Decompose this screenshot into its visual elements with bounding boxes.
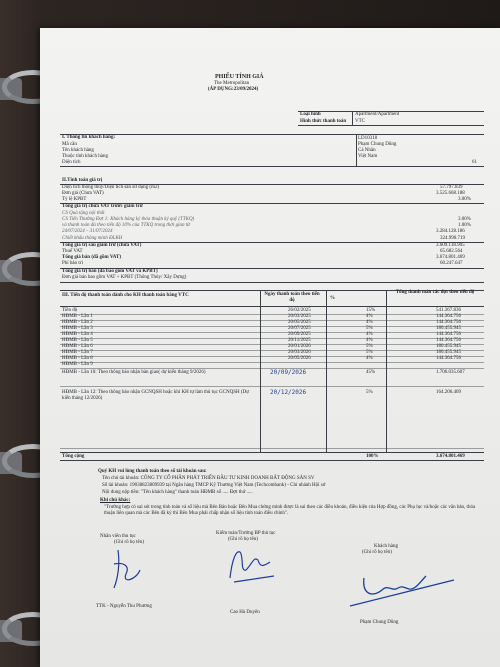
scheme-label: Chiết khấu thông minh ĐLKH [62,236,123,241]
row-divider [60,386,484,387]
amount-cell: 144.364.756 [436,338,461,343]
notes-text: "Trường hợp có sai sót trong tính toán và số liệu mà Bên Bán hoặc Bên Mua chứng minh được là sai theo các điều khoản, điều kiện của Hợp đồng, các Phụ lục và/hoặc các văn bản, thỏa thuận liên quan mà các Bên đã ký thì Bên Mua phải chấp nhận số liệu tính toán điều chỉnh". [104,505,476,516]
bank-transfer-content: Nội dung nộp tiền: "Tên khách hàng" thanh toán HĐMB số ..... Đợt thứ ..... [102,490,253,495]
grand-total-note: Đơn giá bán bao gồm VAT + KPBT (Thông Thủy/ Xây Dựng) [62,275,187,280]
percent-cell: 5% [366,350,373,355]
vat-value: 65.682.564 [440,249,463,254]
bank-heading: Quý KH vui lòng thanh toán theo số tài khoản sau: [98,469,207,474]
label-cell: HĐMB - Lần 4 [62,332,93,337]
sig1-sub: (Ghi rõ họ tên) [114,540,144,545]
notes-heading: Khi chú khác: [100,498,131,503]
col-amount: Tổng thanh toán các đợt theo tiến độ [395,290,475,295]
customer-name-label: Tên khách hàng [62,148,94,153]
label-cell: HĐMB - Lần 1 [62,314,93,319]
sig3-sub: (Ghi rõ họ tên) [362,550,392,555]
percent-cell: 4% [366,332,373,337]
row-divider [60,350,484,351]
col-due-date: Ngày thanh toán theo tiến độ [264,292,320,303]
percent-cell: 4% [366,356,373,361]
date-cell: 20/12/2026 [270,389,307,396]
amount-cell: 144.364.756 [436,356,461,361]
date-cell: 20/03/2026 [288,350,311,355]
row-divider [60,356,484,357]
label-cell: HĐMB - Lần 8 [62,356,93,361]
label-cell: HĐMB - Lần 6 [62,344,93,349]
date-cell: 20/05/2026 [288,356,311,361]
sig2-title: Kiểm toán/Trưởng BP thủ tục [216,531,276,536]
date-cell: 20/01/2026 [288,344,311,349]
customer-floor-label: Diện tích [62,160,81,165]
percent-cell: 5% [366,326,373,331]
row-divider [60,326,484,327]
signature-1 [106,544,146,594]
label-cell: HĐMB - Lần 7 [62,350,93,355]
customer-floor-value: 61 [472,160,477,165]
date-cell: 20/07/2025 [288,326,311,331]
bank-account-number: Số tài khoản: 19038823809939 tại Ngân hàng TMCP Kỹ Thương Việt Nam (Techcombank) - Chi nhánh Hội sở [102,483,326,488]
discount-rate-2: 1.00% [458,223,471,228]
total-row-label: Tổng cộng [62,454,85,459]
unit-price-value: 3.525.668.188 [436,191,465,196]
customer-type-value: Cá Nhân [358,148,376,153]
row-divider [60,448,484,449]
row-divider [60,344,484,345]
amount-cell: 144.364.756 [436,332,461,337]
sig1-name: TTK - Nguyễn Thu Phương [96,604,152,609]
total-row-amount: 3.674.801.469 [436,454,465,459]
sig1-title: Nhân viên thu tục [100,534,136,539]
total-row-percent: 100% [366,454,379,459]
col-percent: % [330,296,335,301]
amount-cell: 164.206.409 [436,390,461,395]
label-cell: Tiền độ [62,308,78,313]
date-cell: 20/09/2026 [270,369,307,376]
date-cell: 20/03/2025 [288,314,311,319]
amount-cell: 144.364.756 [436,314,461,319]
vat-label: Thuế VAT [62,249,83,254]
date-cell: 20/09/2025 [288,332,311,337]
label-cell: HĐMB - Lần 5 [62,338,93,343]
amount-cell: 180.455.945 [436,326,461,331]
customer-name-value: Phạm Chung Dũng [358,142,397,147]
row-divider [60,332,484,333]
project-name: The Metropolitan [214,81,250,86]
percent-cell: 4% [366,338,373,343]
total-incl-vat-label: Tổng giá bán (đã gồm VAT) [62,255,122,260]
apply-date: (ÁP DỤNG:23/09/2024) [208,87,259,92]
percent-cell: 4% [366,320,373,325]
product-type-label: Loại hình [300,112,321,117]
percent-cell: 15% [366,308,376,313]
row-divider [60,320,484,321]
value-section-heading: II.Tính toán giá trị [62,178,103,183]
customer-nationality-value: Việt Nam [358,154,378,159]
total-after-discount-value: 3.609.118.905 [436,243,465,248]
customer-code-value: LD10318 [358,136,378,141]
discount-period: 24/07/2024 – 31/07/2024 [62,229,113,234]
label-cell: HĐMB - Lần 2 [62,320,93,325]
label-cell: HĐMB - Lần 9 [62,362,93,367]
label-cell: HĐMB - Lần 3 [62,326,93,331]
payment-form-value: VTC [355,119,365,124]
maintenance-fee-label: Phí bảo trì [62,261,83,266]
sig2-sub: (Ghi rõ họ tên) [228,537,258,542]
total-before-vat-label: Tổng giá trị chưa VAT trước giảm trừ [62,204,143,209]
payment-form-label: Hình thức thanh toán [300,119,347,124]
percent-cell: 5% [366,344,373,349]
total-after-discount-label: Tổng giá trị sau giảm trừ (chưa VAT) [62,243,142,248]
signature-2 [224,542,280,588]
discount-rate-1: 3.00% [458,217,471,222]
amount-cell: 1.706.035.607 [436,370,465,375]
kpbt-rate-value: 3.00% [458,197,471,202]
sig2-name: Cao Hà Duyên [230,610,260,615]
discount-program-label: CS Quà tặng nội thất [62,211,105,216]
schedule-heading: III. Tiến độ thanh toán dành cho KH thanh toán bằng VTC [62,293,189,298]
bank-account-holder: Tên chủ tài khoản: CÔNG TY CỔ PHẦN PHÁT TRIỂN ĐẦU TƯ KINH DOANH BẤT ĐỘNG SẢN SV [102,476,315,481]
sig3-name: Phạm Chung Dũng [360,620,399,625]
signature-3 [342,558,462,614]
date-cell: 20/05/2025 [288,320,311,325]
product-type-value: Apartment/Apartment [355,112,400,117]
row-divider [60,314,484,315]
discount-desc-line1: CS Tiến Thưởng Đợt 1: Khách hàng ký thỏa thuận ký quỹ (TTKQ) [62,217,195,222]
area-value: 57.797.839 [440,185,463,190]
label-cell: HĐMB - Lần 10: Theo thông báo nhận bàn giao( dự kiến tháng 9/2026) [62,370,206,375]
date-cell: 20/11/2025 [288,338,311,343]
date-cell: 26/02/2025 [288,308,311,313]
maintenance-fee-value: 60.247.647 [440,261,463,266]
price-after-discount: 3.284.128.186 [436,229,465,234]
doc-title: PHIẾU TÍNH GIÁ [215,74,264,80]
amount-cell: 180.455.945 [436,344,461,349]
percent-cell: 5% [366,390,373,395]
row-divider [60,362,484,363]
unit-price-label: Đơn giá (Chưa VAT) [62,191,104,196]
discount-desc-line2: và thanh toán đủ theo tiến độ 10% của TTKQ trong thời gian từ [62,223,190,228]
customer-section-heading: I. Thông tin khách hàng: [62,135,116,140]
percent-cell: 4% [366,314,373,319]
row-divider [60,338,484,339]
amount-cell: 144.364.756 [436,320,461,325]
discount-amount: 324.990.719 [440,236,465,241]
sig3-title: Khách hàng [374,544,399,549]
label-cell: HĐMB - Lần 12: Theo thông báo nhận GCNQSH hoặc khi KH tự làm thủ tục GCNQSH (Dự kiến tháng 12/2026) [62,390,249,401]
percent-cell: 45% [366,370,376,375]
customer-nationality-label: Thuộc tính khách hàng [62,154,108,159]
document-page [40,28,500,667]
kpbt-rate-label: Tỷ lệ KPBT [62,197,87,202]
amount-cell: 180.455.945 [436,350,461,355]
grand-total-label: Tổng giá trị bán (đã bao gồm VAT và KPBT) [62,269,158,274]
total-incl-vat-value: 3.674.801.469 [436,255,465,260]
amount-cell: 541.367.836 [436,308,461,313]
area-label: Diện tích thông thủy/Diện tích sàn sử dụng (m2) [62,185,160,190]
customer-code-label: Mã căn [62,142,77,147]
